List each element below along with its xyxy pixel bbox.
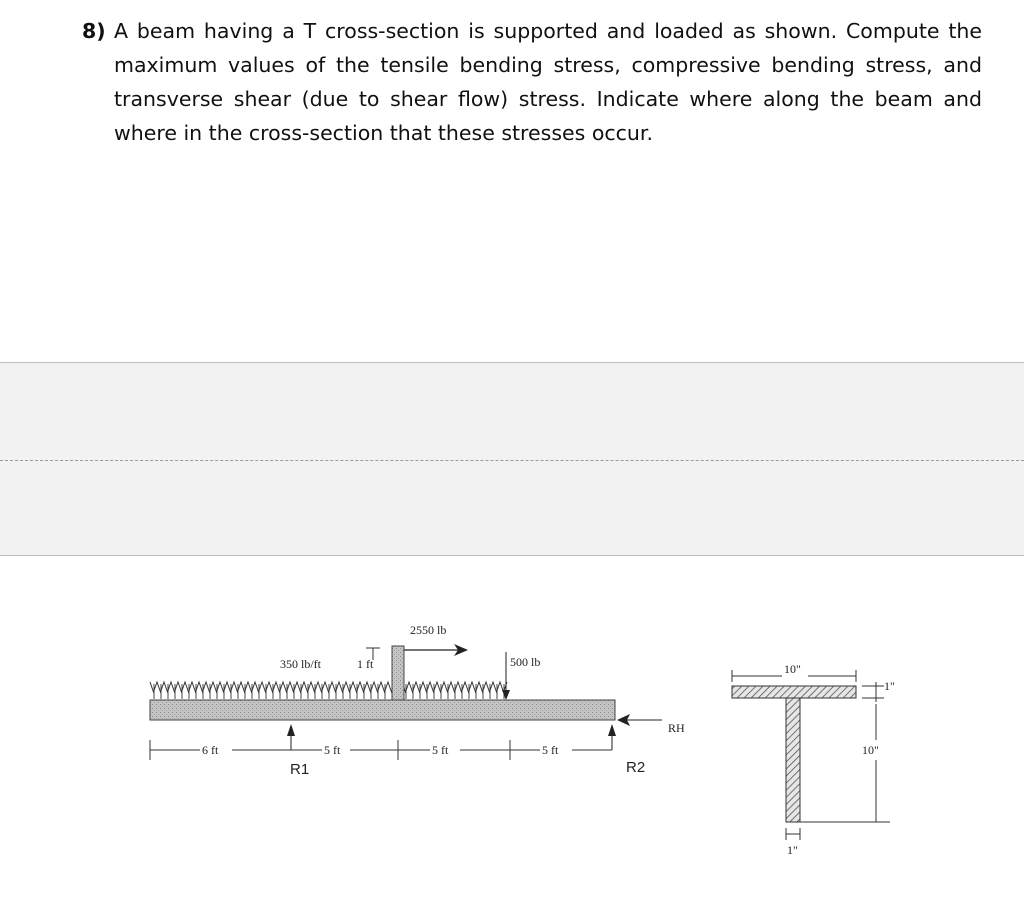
beam-figure	[0, 600, 1024, 898]
post-height-label: 1 ft	[357, 657, 374, 671]
reaction-2-arrow	[608, 724, 616, 750]
dashed-divider	[0, 460, 1024, 461]
end-load-arrow	[502, 652, 510, 700]
height-label: 10"	[862, 743, 879, 757]
problem-statement	[82, 14, 982, 150]
web-thickness-label: 1"	[787, 843, 798, 857]
problem-number: 8)	[82, 19, 106, 43]
problem-text: A beam having a T cross-section is supported and loaded as shown. Compute the maximum values of the tensile bending stress, compressive bending stress, and transverse shear (due to shear flow) stress. Indicate where along the beam and where in the cross-section that these stresses occur.	[114, 19, 982, 145]
point-load-label: 2550 lb	[410, 623, 447, 637]
reaction-1-arrow	[287, 724, 295, 750]
distributed-load-label: 350 lb/ft	[280, 657, 321, 671]
reaction-2-label: R2	[626, 759, 646, 776]
t-cross-section	[732, 686, 856, 822]
reaction-1-label: R1	[290, 761, 310, 778]
flange-thickness-dim	[862, 682, 884, 702]
height-dim	[800, 704, 890, 822]
distributed-load-arrows	[150, 682, 507, 699]
dim-6ft: 6 ft	[202, 743, 219, 757]
flange-width-label: 10"	[784, 662, 801, 676]
reaction-h-label: RH	[668, 721, 685, 735]
dim-5ft-b: 5 ft	[432, 743, 449, 757]
load-post	[392, 646, 404, 700]
flange-thickness-label: 1"	[884, 679, 895, 693]
dim-5ft-a: 5 ft	[324, 743, 341, 757]
dim-5ft-c: 5 ft	[542, 743, 559, 757]
point-load-arrow	[404, 644, 468, 656]
web-thickness-dim	[786, 828, 800, 840]
reaction-h-arrow	[617, 714, 662, 726]
answer-band	[0, 362, 1024, 556]
beam	[150, 700, 615, 720]
end-load-label: 500 lb	[510, 655, 541, 669]
